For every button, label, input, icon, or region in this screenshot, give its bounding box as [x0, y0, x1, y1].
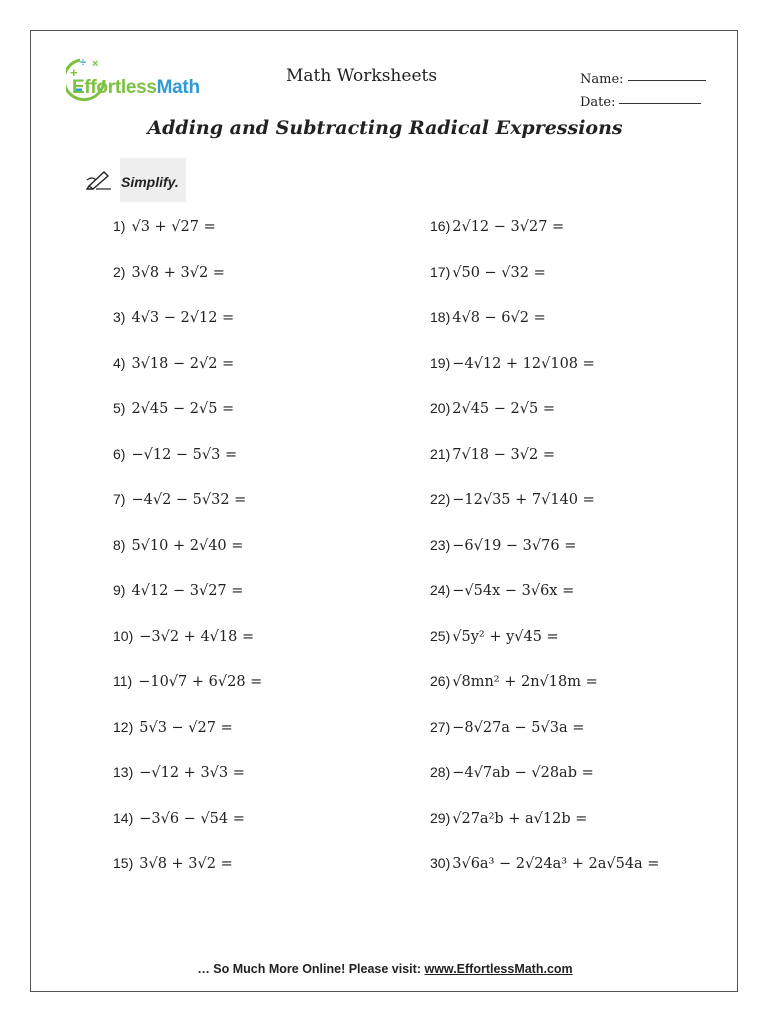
- name-field[interactable]: [580, 72, 706, 87]
- problem-number: 20): [430, 400, 451, 416]
- problem-expression: −3√2 + 4√18 =: [139, 628, 255, 645]
- name-label: Name:: [580, 72, 624, 87]
- problem-item: [113, 855, 233, 872]
- problem-item: [113, 719, 233, 736]
- problem-item: [113, 446, 237, 463]
- problem-item: [430, 628, 559, 645]
- problem-expression: √5y² + y√45 =: [452, 628, 559, 645]
- problem-item: [113, 810, 245, 827]
- problem-item: [113, 628, 254, 645]
- svg-text:+: +: [70, 65, 78, 80]
- problem-number: 12): [113, 718, 134, 735]
- instruction-text: Simplify.: [121, 174, 179, 190]
- date-field[interactable]: [580, 95, 701, 110]
- problem-number: 4): [113, 354, 126, 371]
- problem-expression: 2√45 − 2√5 =: [131, 401, 235, 417]
- date-label: Date:: [580, 95, 616, 110]
- problem-expression: −12√35 + 7√140 =: [452, 492, 595, 508]
- svg-text:×: ×: [92, 58, 99, 70]
- problem-number: 11): [113, 673, 133, 689]
- problem-item: [430, 309, 546, 326]
- problem-item: [430, 673, 598, 690]
- problem-item: [430, 537, 576, 554]
- problem-expression: 2√12 − 3√27 =: [452, 219, 565, 235]
- problem-number: 30): [430, 855, 451, 871]
- problem-number: 25): [430, 627, 451, 644]
- problem-expression: −√12 + 3√3 =: [139, 765, 245, 781]
- problem-expression: −10√7 + 6√28 =: [138, 674, 263, 690]
- problem-item: [113, 264, 225, 281]
- problem-number: 22): [430, 491, 451, 507]
- footer-link[interactable]: www.EffortlessMath.com: [424, 962, 573, 976]
- problem-number: 1): [113, 218, 126, 234]
- problem-expression: −6√19 − 3√76 =: [452, 537, 577, 554]
- problem-item: [113, 582, 243, 599]
- problem-item: [430, 764, 594, 781]
- problem-expression: 3√8 + 3√2 =: [131, 264, 225, 281]
- problem-item: [113, 491, 246, 508]
- problem-expression: 2√45 − 2√5 =: [452, 401, 555, 417]
- problem-expression: √3 + √27 =: [131, 219, 216, 235]
- problem-item: [430, 264, 546, 281]
- problem-number: 16): [430, 218, 451, 234]
- problem-item: [430, 355, 595, 372]
- problem-number: 2): [113, 263, 126, 280]
- problem-expression: 3√8 + 3√2 =: [139, 856, 233, 872]
- problem-expression: −4√12 + 12√108 =: [452, 355, 595, 372]
- problem-expression: √50 − √32 =: [452, 264, 546, 281]
- problem-expression: 4√8 − 6√2 =: [452, 310, 546, 326]
- problem-expression: −8√27a − 5√3a =: [452, 719, 585, 736]
- problem-number: 21): [430, 445, 451, 462]
- problem-item: [113, 400, 234, 417]
- problem-expression: 3√6a³ − 2√24a³ + 2a√54a =: [452, 856, 660, 872]
- problem-number: 5): [113, 400, 126, 416]
- problem-number: 6): [113, 445, 126, 462]
- problem-expression: −√54x − 3√6x =: [452, 583, 575, 599]
- problem-number: 10): [113, 627, 134, 644]
- problem-number: 9): [113, 582, 126, 598]
- problem-item: [113, 764, 245, 781]
- problem-expression: √8mn² + 2n√18m =: [452, 674, 598, 690]
- problem-number: 28): [430, 764, 451, 780]
- problem-number: 18): [430, 309, 451, 325]
- problem-item: [113, 218, 216, 235]
- problem-item: [430, 400, 555, 417]
- problem-expression: −√12 − 5√3 =: [131, 446, 238, 463]
- problem-number: 24): [430, 582, 451, 598]
- problem-number: 15): [113, 855, 134, 871]
- problem-number: 26): [430, 673, 451, 689]
- problem-number: 13): [113, 764, 134, 780]
- problem-number: 8): [113, 536, 126, 553]
- pencil-icon: [86, 168, 112, 190]
- problem-number: 3): [113, 309, 126, 325]
- footer: [0, 962, 770, 976]
- worksheet-heading: Math Worksheets: [286, 66, 438, 86]
- svg-text:÷: ÷: [80, 57, 87, 69]
- problem-expression: 3√18 − 2√2 =: [131, 355, 235, 372]
- problem-item: [113, 673, 262, 690]
- problem-expression: 5√3 − √27 =: [139, 719, 233, 736]
- logo-wordmark: EffortlessMath: [72, 77, 200, 98]
- problem-item: [430, 719, 584, 736]
- problem-item: [113, 309, 234, 326]
- problem-expression: 4√12 − 3√27 =: [131, 583, 244, 599]
- problem-item: [430, 855, 659, 872]
- problem-expression: 5√10 + 2√40 =: [131, 537, 244, 554]
- problem-number: 7): [113, 491, 126, 507]
- problem-expression: 4√3 − 2√12 =: [131, 310, 235, 326]
- problem-item: [113, 537, 243, 554]
- problem-number: 27): [430, 718, 451, 735]
- problem-item: [430, 810, 587, 827]
- page-title: Adding and Subtracting Radical Expressions: [147, 117, 623, 139]
- problem-number: 23): [430, 536, 451, 553]
- problem-item: [113, 355, 234, 372]
- problem-expression: √27a²b + a√12b =: [452, 810, 588, 827]
- problem-number: 19): [430, 354, 451, 371]
- date-blank-line[interactable]: [619, 103, 701, 104]
- problem-expression: −3√6 − √54 =: [139, 810, 245, 827]
- problem-expression: 7√18 − 3√2 =: [452, 446, 555, 463]
- name-blank-line[interactable]: [628, 80, 706, 81]
- problem-expression: −4√2 − 5√32 =: [131, 492, 247, 508]
- problem-item: [430, 491, 595, 508]
- problem-number: 14): [113, 809, 134, 826]
- problem-item: [430, 218, 564, 235]
- problem-number: 29): [430, 809, 451, 826]
- problem-expression: −4√7ab − √28ab =: [452, 765, 594, 781]
- problem-item: [430, 582, 574, 599]
- footer-text: … So Much More Online! Please visit:: [197, 962, 421, 976]
- problem-item: [430, 446, 555, 463]
- problem-number: 17): [430, 263, 451, 280]
